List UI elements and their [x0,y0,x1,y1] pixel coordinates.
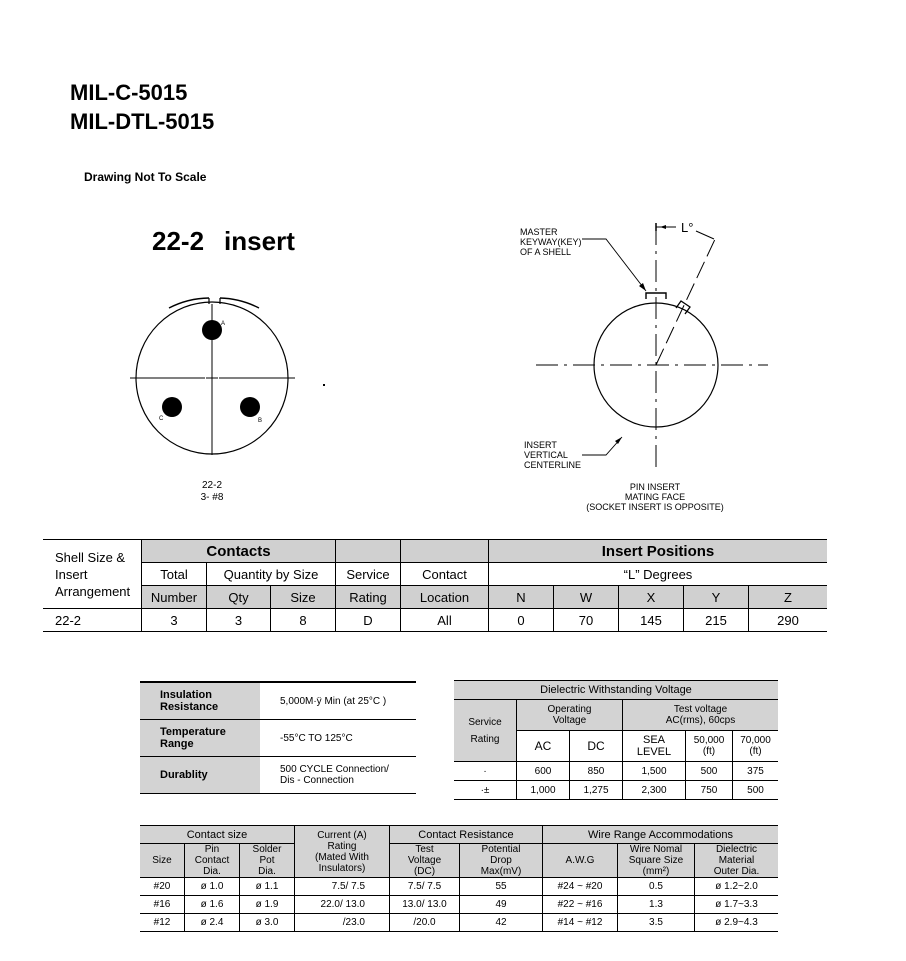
awg-cell: #22 ~ #16 [543,896,618,914]
insert-number: 22-2 [152,226,205,256]
dc-cell: 1,275 [570,781,623,800]
pos-w-cell: 70 [554,609,619,632]
pos-y-header: Y [684,586,749,609]
insulation-resistance-label [140,682,260,720]
pin-insert-label-3: (SOCKET INSERT IS OPPOSITE) [586,502,724,512]
wire-nominal-header-1: Wire Nomal [629,844,683,855]
insert-vertical-label-3: CENTERLINE [524,460,582,470]
potential-drop-header-2: Drop [490,855,512,866]
current-cell: 22.0/ 13.0 [295,896,390,914]
service-header: Service [336,563,401,586]
pin-cell: ø 1.6 [185,896,240,914]
title-line-2: MIL-DTL-5015 [70,109,215,134]
insert-positions-header: Insert Positions [489,540,828,563]
insulation-resistance-label-1: Insulation [160,689,212,701]
potential-drop-header-3: Max(mV) [480,866,522,877]
dielectric-outer-cell: ø 2.9~4.3 [695,914,779,932]
pos-z-header: Z [749,586,828,609]
sea-cell: 1,500 [623,762,686,781]
contact-b [240,397,260,417]
ft70-header [733,731,779,762]
title-line-1: MIL-C-5015 [70,80,188,105]
contact-size-table [140,825,778,932]
potential-drop-cell: 49 [460,896,543,914]
wire-nominal-cell: 3.5 [618,914,695,932]
master-keyway-label [520,227,582,257]
operating-voltage-header-2: Voltage [552,715,587,726]
ft50-header-1: 50,000 [693,735,725,746]
dielectric-outer-cell: ø 1.2~2.0 [695,878,779,896]
temperature-range-value: -55°C TO 125°C [260,720,416,757]
table-row [454,762,778,781]
document-title [70,78,214,136]
dielectric-title: Dielectric Withstanding Voltage [454,681,778,700]
insert-label [180,480,244,504]
ft50-header-2: (ft) [702,746,716,757]
temperature-range-label-2: Range [160,738,194,750]
pin-cell: ø 2.4 [185,914,240,932]
ft70-cell: 375 [733,762,779,781]
table-row [140,720,416,757]
durability-label: Durablity [140,757,260,794]
qty-cell: 3 [207,609,271,632]
pos-z-cell: 290 [749,609,828,632]
solder-dia-header [240,844,295,878]
temperature-range-label [140,720,260,757]
insert-vertical-label-1: INSERT [524,440,557,450]
insert-title [152,226,295,257]
test-voltage-cell: 7.5/ 7.5 [390,878,460,896]
durability-value [260,757,416,794]
pin-insert-label [584,482,726,512]
table-row [140,914,778,932]
insulation-table [140,681,416,794]
size-cell: #20 [140,878,185,896]
rating-cell: ·± [454,781,517,800]
centerline-leader [582,437,622,455]
wire-nominal-cell: 0.5 [618,878,695,896]
potential-drop-cell: 55 [460,878,543,896]
ft50-header [686,731,733,762]
pin-cell: ø 1.0 [185,878,240,896]
contact-a-label: A [221,321,226,327]
pin-dia-header-1: Pin [204,844,220,855]
drawing-note: Drawing Not To Scale [84,170,207,184]
ac-header: AC [517,731,570,762]
test-voltage-header [390,844,460,878]
size-header: Size [271,586,336,609]
test-voltage-cell: /20.0 [390,914,460,932]
pos-x-header: X [619,586,684,609]
service-rating-header [454,700,517,762]
current-cell: /23.0 [295,914,390,932]
master-keyway-label-1: MASTER [520,227,558,237]
ft70-header-1: 70,000 [740,735,771,746]
contact-c [162,397,182,417]
current-rating-header-2: Rating [327,840,357,852]
solder-cell: ø 1.9 [240,896,295,914]
current-rating-header [295,826,390,878]
pos-n-cell: 0 [489,609,554,632]
pin-dia-header-2: Contact [194,855,230,866]
ft50-cell: 500 [686,762,733,781]
current-rating-header-4: Insulators) [318,862,366,874]
durability-value-1: 500 CYCLE Connection/ [280,764,389,775]
quantity-by-size-header: Quantity by Size [207,563,336,586]
insulation-resistance-value: 5,000M·ÿ Min (at 25°C ) [260,682,416,720]
pos-w-header: W [554,586,619,609]
pin-dia-header-3: Dia. [203,866,221,877]
insert-label-line-1: 22-2 [201,480,222,491]
dc-header: DC [570,731,623,762]
current-cell: 7.5/ 7.5 [295,878,390,896]
table-row [454,781,778,800]
ac-cell: 1,000 [517,781,570,800]
total-cell: 3 [142,609,207,632]
wire-range-header: Wire Range Accommodations [543,826,779,844]
master-keyway-label-3: OF A SHELL [520,247,572,257]
dc-cell: 850 [570,762,623,781]
contact-resistance-header: Contact Resistance [390,826,543,844]
contact-c-label: C [159,416,164,422]
rating-cell: · [454,762,517,781]
angle-line [656,235,717,365]
contacts-table [43,539,827,632]
awg-cell: #24 ~ #20 [543,878,618,896]
potential-drop-header-1: Potential [481,844,521,855]
test-voltage-header-1: Test [415,844,434,855]
shell-size-header: Shell Size & Insert Arrangement [43,540,142,609]
awg-header: A.W.G [543,844,618,878]
arrangement-cell: 22-2 [43,609,142,632]
table-row [43,609,827,632]
pin-dia-header [185,844,240,878]
dielectric-outer-header [695,844,779,878]
location-header: Location [401,586,489,609]
test-voltage-cell: 13.0/ 13.0 [390,896,460,914]
insert-vertical-label-2: VERTICAL [524,450,568,460]
sea-cell: 2,300 [623,781,686,800]
contact-b-label: B [258,418,263,424]
service-cell: D [336,609,401,632]
table-row [140,682,416,720]
solder-dia-header-3: Dia. [258,866,276,877]
ft50-cell: 750 [686,781,733,800]
solder-cell: ø 3.0 [240,914,295,932]
service-rating-header-1: Service [468,716,502,728]
temperature-range-label-1: Temperature [160,726,226,738]
potential-drop-cell: 42 [460,914,543,932]
wire-nominal-header-2: Square Size [628,855,684,866]
dielectric-outer-header-3: Outer Dia. [713,866,760,877]
size-header: Size [140,844,185,878]
potential-drop-header [460,844,543,878]
rating-header: Rating [336,586,401,609]
qty-header: Qty [207,586,271,609]
contact-header-blank [401,540,489,563]
size-cell: #12 [140,914,185,932]
dielectric-outer-header-1: Dielectric [715,844,758,855]
number-header: Number [142,586,207,609]
solder-dia-header-2: Pot [259,855,275,866]
sea-level-header [623,731,686,762]
dielectric-outer-cell: ø 1.7~3.3 [695,896,779,914]
awg-cell: #14 ~ #12 [543,914,618,932]
ft70-header-2: (ft) [749,746,762,757]
current-rating-header-3: (Mated With [315,851,369,863]
current-rating-header-1: Current (A) [317,829,367,841]
ft70-cell: 500 [733,781,779,800]
service-rating-header-2: Rating [470,733,500,745]
table-row [140,896,778,914]
insert-face-diagram [125,290,305,470]
total-header: Total [142,563,207,586]
contacts-header: Contacts [142,540,336,563]
dielectric-table [454,680,778,800]
test-voltage-header-1: Test voltage [673,704,728,715]
wire-nominal-header [618,844,695,878]
ac-cell: 600 [517,762,570,781]
solder-dia-header-1: Solder [252,844,282,855]
pos-x-cell: 145 [619,609,684,632]
test-voltage-header-3: (DC) [413,866,436,877]
table-row [140,757,416,794]
wire-nominal-header-3: (mm²) [642,866,670,877]
operating-voltage-header [517,700,623,731]
contact-a [202,320,222,340]
size-cell: 8 [271,609,336,632]
l-degree-label: L° [681,220,694,235]
durability-value-2: Dis - Connection [280,775,354,786]
test-voltage-header-2: Voltage [407,855,442,866]
table-row [140,878,778,896]
test-voltage-header [623,700,779,731]
sea-level-header-1: SEA [642,734,665,746]
location-cell: All [401,609,489,632]
insert-word: insert [224,226,295,256]
keyway-leader [582,239,646,291]
service-header-blank [336,540,401,563]
sea-level-header-2: LEVEL [636,746,672,758]
contact-header: Contact [401,563,489,586]
size-cell: #16 [140,896,185,914]
stray-dot [323,384,325,386]
pin-insert-label-2: MATING FACE [624,492,686,502]
wire-nominal-cell: 1.3 [618,896,695,914]
insulation-resistance-label-2: Resistance [160,701,219,713]
insert-vertical-label [524,440,581,470]
dielectric-outer-header-2: Material [718,855,755,866]
insert-label-line-2: 3- #8 [200,492,224,503]
master-keyway-label-2: KEYWAY(KEY) [520,237,582,247]
pin-insert-label-1: PIN INSERT [629,482,681,492]
solder-cell: ø 1.1 [240,878,295,896]
pos-n-header: N [489,586,554,609]
contact-size-header: Contact size [140,826,295,844]
l-degrees-header: “L” Degrees [489,563,828,586]
pos-y-cell: 215 [684,609,749,632]
test-voltage-header-2: AC(rms), 60cps [665,715,736,726]
operating-voltage-header-1: Operating [547,704,592,715]
